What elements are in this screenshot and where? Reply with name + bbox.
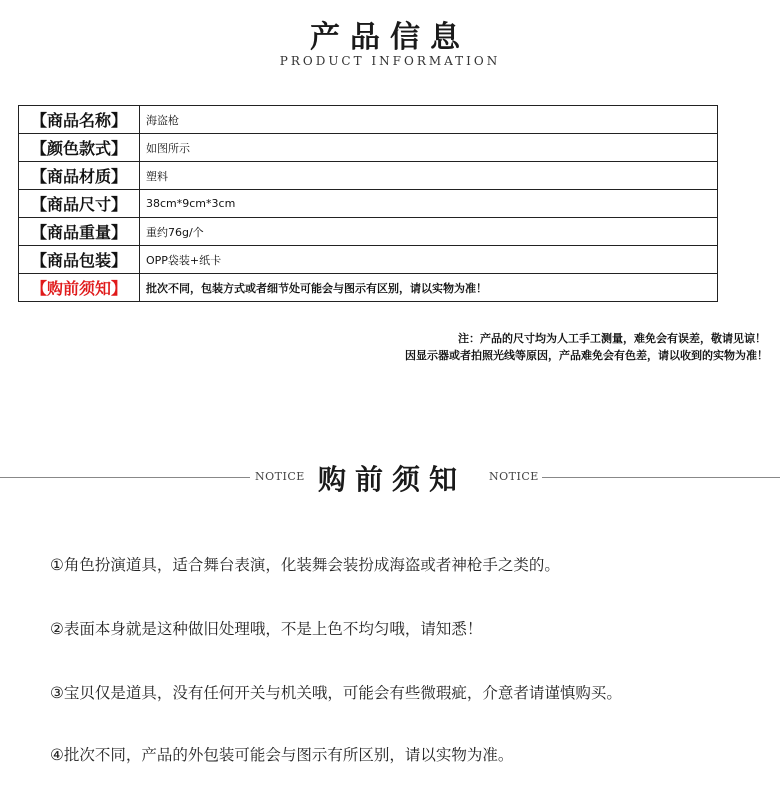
spec-label-packaging: 【商品包装】 bbox=[19, 246, 140, 274]
spec-label-notice: 【购前须知】 bbox=[19, 274, 140, 302]
table-row bbox=[19, 134, 718, 162]
page-subtitle: PRODUCT INFORMATION bbox=[279, 54, 501, 68]
table-row bbox=[19, 190, 718, 218]
table-row bbox=[19, 106, 718, 134]
divider-right bbox=[542, 477, 780, 478]
notice-label-left: NOTICE bbox=[255, 470, 305, 483]
divider-left bbox=[0, 477, 250, 478]
table-row bbox=[19, 162, 718, 190]
spec-label-weight: 【商品重量】 bbox=[19, 218, 140, 246]
spec-value-material: 塑料 bbox=[140, 162, 718, 190]
spec-value-weight: 重约76g/个 bbox=[140, 218, 718, 246]
measurement-note: 注：产品的尺寸均为人工手工测量，难免会有误差，敬请见谅！ bbox=[458, 332, 766, 345]
notice-item: ②表面本身就是这种做旧处理哦，不是上色不均匀哦，请知悉！ bbox=[50, 620, 483, 638]
color-difference-note: 因显示器或者拍照光线等原因，产品难免会有色差，请以收到的实物为准！ bbox=[405, 349, 768, 362]
spec-value-notice: 批次不同，包装方式或者细节处可能会与图示有区别，请以实物为准！ bbox=[140, 274, 718, 302]
notice-label-right: NOTICE bbox=[489, 470, 539, 483]
notice-title: 购前须知 bbox=[318, 463, 467, 496]
page-title: 产品信息 bbox=[310, 20, 470, 55]
spec-value-color: 如图所示 bbox=[140, 134, 718, 162]
spec-label-color: 【颜色款式】 bbox=[19, 134, 140, 162]
table-row bbox=[19, 274, 718, 302]
notice-item: ④批次不同，产品的外包装可能会与图示有所区别，请以实物为准。 bbox=[50, 746, 514, 764]
notice-item: ③宝贝仅是道具，没有任何开关与机关哦，可能会有些微瑕疵，介意者请谨慎购买。 bbox=[50, 684, 622, 702]
spec-table bbox=[18, 105, 718, 302]
spec-label-name: 【商品名称】 bbox=[19, 106, 140, 134]
table-row bbox=[19, 246, 718, 274]
spec-label-material: 【商品材质】 bbox=[19, 162, 140, 190]
notice-item: ①角色扮演道具，适合舞台表演，化装舞会装扮成海盗或者神枪手之类的。 bbox=[50, 556, 560, 574]
spec-value-name: 海盗枪 bbox=[140, 106, 718, 134]
spec-value-size: 38cm*9cm*3cm bbox=[140, 190, 718, 218]
spec-value-packaging: OPP袋装+纸卡 bbox=[140, 246, 718, 274]
spec-label-size: 【商品尺寸】 bbox=[19, 190, 140, 218]
table-row bbox=[19, 218, 718, 246]
notice-header bbox=[0, 455, 780, 499]
